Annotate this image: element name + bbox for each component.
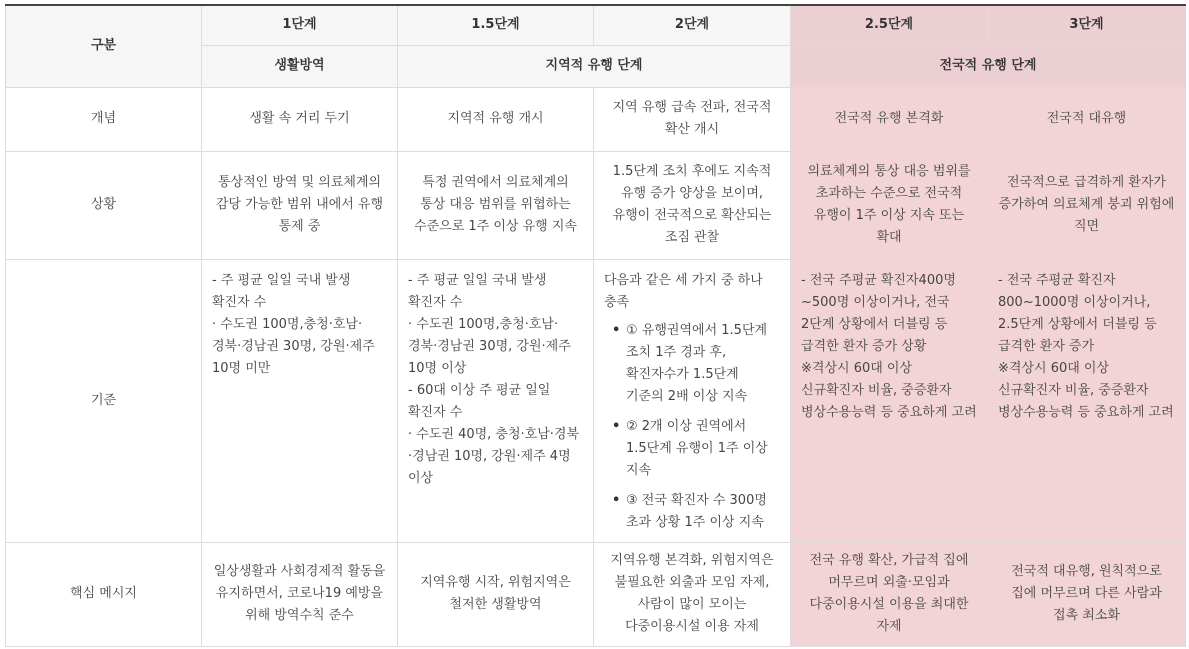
concept-stage-1: 생활 속 거리 두기 [202,87,398,151]
situation-stage-3: 전국적으로 급격하게 환자가 증가하여 의료체계 붕괴 위험에 직면 [988,151,1186,259]
list-item-text: ① 유행권역에서 1.5단계 조치 1주 경과 후, 확진자수가 1.5단계 기준의 2배 이상 지속 [626,322,768,404]
criteria-stage-2-5 [791,259,988,542]
concept-stage-3: 전국적 대유행 [988,87,1186,151]
list-item [604,320,780,408]
table-row-criteria [6,259,1186,542]
criteria-stage-2 [594,259,791,542]
group-header-daily-prevention: 생활방역 [202,45,398,87]
criteria-text: - 60대 이상 주 평균 일일 확진자 수 [408,382,551,420]
distancing-stage-table [5,4,1186,647]
criteria-text: · 수도권 40명, 충청·호남·경북·경남권 10명, 강원·제주 4명 이상 [408,426,580,486]
stage-header-2-5: 2.5단계 [791,5,988,45]
message-stage-1: 일상생활과 사회경제적 활동을 유지하면서, 코로나19 예방을 위해 방역수칙 준수 [202,542,398,646]
situation-stage-2: 1.5단계 조치 후에도 지속적 유행 증가 양상을 보이며, 유행이 전국적으로 확산되는 조짐 관찰 [594,151,791,259]
concept-stage-1-5: 지역적 유행 개시 [398,87,594,151]
stage-header-3: 3단계 [988,5,1186,45]
row-label-criteria: 기준 [6,259,202,542]
criteria-text: - 주 평균 일일 국내 발생 확진자 수 [408,272,547,310]
message-stage-2: 지역유행 본격화, 위험지역은 불필요한 외출과 모임 자제, 사람이 많이 모이는 다중이용시설 이용 자제 [594,542,791,646]
list-item-text: ② 2개 이상 권역에서 1.5단계 유행이 1주 이상 지속 [626,418,768,478]
criteria-text: - 전국 주평균 확진자400명~500명 이상이거나, 전국 2단계 상황에서 더블링 등 급격한 환자 증가 상황 [801,272,956,354]
message-stage-1-5: 지역유행 시작, 위험지역은 철저한 생활방역 [398,542,594,646]
situation-stage-1-5: 특정 권역에서 의료체계의 통상 대응 범위를 위협하는 수준으로 1주 이상 유행 지속 [398,151,594,259]
bullet-icon: • [612,418,621,434]
criteria-stage-1 [202,259,398,542]
criteria-text: · 수도권 100명,충청·호남·경북·경남권 30명, 강원·제주 10명 미만 [212,316,375,376]
concept-stage-2: 지역 유행 급속 전파, 전국적 확산 개시 [594,87,791,151]
criteria-stage-1-5 [398,259,594,542]
situation-stage-1: 통상적인 방역 및 의료체계의 감당 가능한 범위 내에서 유행 통제 중 [202,151,398,259]
group-header-national: 전국적 유행 단계 [791,45,1186,87]
message-stage-2-5: 전국 유행 확산, 가급적 집에 머무르며 외출·모임과 다중이용시설 이용을 최대한 자제 [791,542,988,646]
message-stage-3: 전국적 대유행, 원칙적으로 집에 머무르며 다른 사람과 접촉 최소화 [988,542,1186,646]
bullet-icon: • [612,322,621,338]
row-label-key-message: 핵심 메시지 [6,542,202,646]
criteria-list [604,320,780,534]
criteria-text: - 주 평균 일일 국내 발생 확진자 수 [212,272,351,310]
table-header [6,5,1186,87]
criteria-text: - 전국 주평균 확진자 800~1000명 이상이거나, 2.5단계 상황에서 더블링 등 급격한 환자 증가 [998,272,1157,354]
list-item-text: ③ 전국 확진자 수 300명 초과 상황 1주 이상 지속 [626,492,767,530]
header-row-stages [6,5,1186,45]
stage-header-1: 1단계 [202,5,398,45]
criteria-text: · 수도권 100명,충청·호남·경북·경남권 30명, 강원·제주 10명 이상 [408,316,571,376]
stage-header-1-5: 1.5단계 [398,5,594,45]
criteria-note: ※격상시 60대 이상 신규확진자 비율, 중증환자 병상수용능력 등 중요하게 고려 [801,360,977,420]
criteria-note: ※격상시 60대 이상 신규확진자 비율, 중증환자 병상수용능력 등 중요하게 고려 [998,360,1174,420]
list-item [604,490,780,534]
stage-header-2: 2단계 [594,5,791,45]
concept-stage-2-5: 전국적 유행 본격화 [791,87,988,151]
criteria-intro: 다음과 같은 세 가지 중 하나 충족 [604,272,763,310]
row-label-situation: 상황 [6,151,202,259]
table-row-key-message [6,542,1186,646]
list-item [604,416,780,482]
category-header: 구분 [6,5,202,87]
table-row-situation [6,151,1186,259]
row-label-concept: 개념 [6,87,202,151]
bullet-icon: • [612,492,621,508]
table-row-concept [6,87,1186,151]
situation-stage-2-5: 의료체계의 통상 대응 범위를 초과하는 수준으로 전국적 유행이 1주 이상 지속 또는 확대 [791,151,988,259]
group-header-regional: 지역적 유행 단계 [398,45,791,87]
table-body [6,87,1186,646]
criteria-stage-3 [988,259,1186,542]
